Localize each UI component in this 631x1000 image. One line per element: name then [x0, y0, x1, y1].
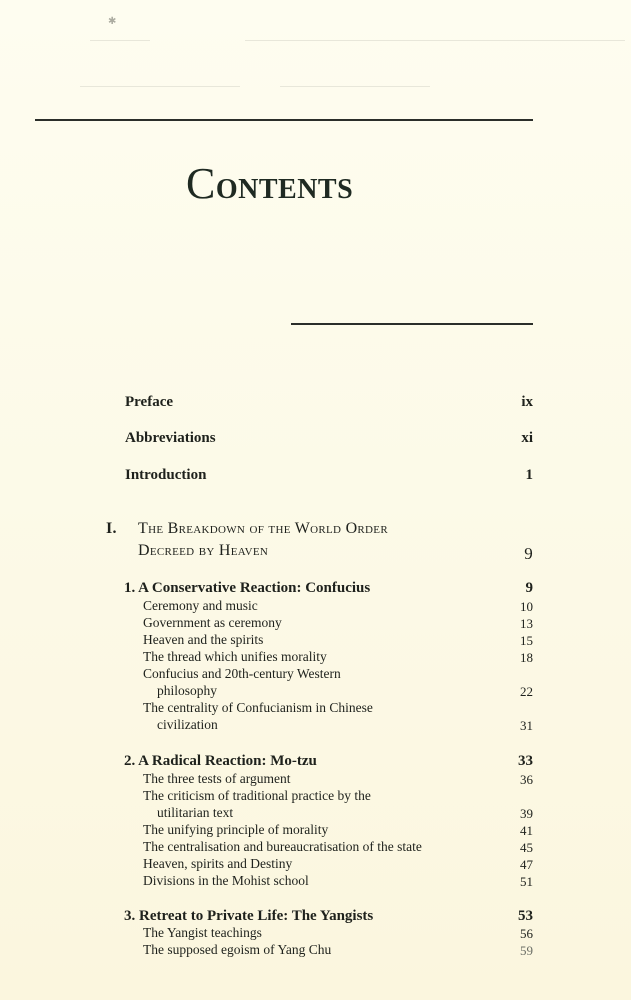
title-rest: ONTENTS	[215, 174, 354, 205]
toc-entry-label: Preface	[125, 394, 174, 410]
section-page: 13	[520, 616, 533, 631]
section-page: 45	[520, 840, 533, 855]
section-title: The thread which unifies morality	[143, 649, 327, 664]
section-title: The three tests of argument	[143, 771, 291, 786]
section-title: The unifying principle of morality	[143, 822, 329, 837]
top-rule	[35, 119, 533, 121]
page-title	[186, 158, 353, 209]
section-title: Heaven and the spirits	[143, 632, 264, 647]
toc-entry-label: Introduction	[125, 467, 207, 483]
section-page: 59	[520, 943, 533, 958]
section-title: Heaven, spirits and Destiny	[143, 856, 293, 871]
section-title-continuation: utilitarian text	[157, 805, 234, 820]
toc-entry-page: xi	[521, 430, 533, 446]
bleed-through-line	[90, 40, 150, 41]
section-page: 56	[520, 926, 533, 941]
section-title: The Yangist teachings	[143, 925, 262, 940]
section-page: 36	[520, 772, 533, 787]
title-initial: C	[186, 159, 216, 208]
part-title-line-1: The Breakdown of the World Order	[138, 520, 388, 537]
part-numeral: I.	[106, 520, 117, 537]
section-page: 39	[520, 806, 533, 821]
section-title-continuation: philosophy	[157, 683, 218, 698]
section-page: 18	[520, 650, 533, 665]
part-title-line-2: Decreed by Heaven	[138, 542, 269, 559]
section-page: 41	[520, 823, 533, 838]
section-title: The centrality of Confucianism in Chinese	[143, 700, 373, 715]
toc-entry-page: 1	[525, 467, 533, 483]
section-title: Confucius and 20th-century Western	[143, 666, 341, 681]
chapter-page: 33	[518, 753, 533, 769]
section-title: The centralisation and bureaucratisation of the state	[143, 839, 422, 854]
title-underline-rule	[291, 323, 533, 325]
bleed-through-line	[80, 86, 240, 87]
chapter-title: 1. A Conservative Reaction: Confucius	[124, 580, 371, 596]
section-page: 51	[520, 874, 533, 889]
bleed-through-line	[245, 40, 625, 41]
section-page: 10	[520, 599, 533, 614]
part-page: 9	[524, 544, 533, 563]
chapter-page: 53	[518, 908, 533, 924]
section-page: 15	[520, 633, 533, 648]
section-title: The criticism of traditional practice by the	[143, 788, 371, 803]
section-page: 31	[520, 718, 533, 733]
section-title: Government as ceremony	[143, 615, 282, 630]
section-title: The supposed egoism of Yang Chu	[143, 942, 332, 957]
section-page: 47	[520, 857, 533, 872]
chapter-page: 9	[525, 580, 533, 596]
section-title: Ceremony and music	[143, 598, 258, 613]
bleed-through-line	[280, 86, 430, 87]
section-page: 22	[520, 684, 533, 699]
ink-smudge-mark: ✱	[108, 16, 117, 27]
section-title: Divisions in the Mohist school	[143, 873, 309, 888]
chapter-title: 3. Retreat to Private Life: The Yangists	[124, 908, 374, 924]
toc-entry-label: Abbreviations	[125, 430, 216, 446]
chapter-title: 2. A Radical Reaction: Mo-tzu	[124, 753, 317, 769]
toc-entry-page: ix	[521, 394, 533, 410]
section-title-continuation: civilization	[157, 717, 218, 732]
